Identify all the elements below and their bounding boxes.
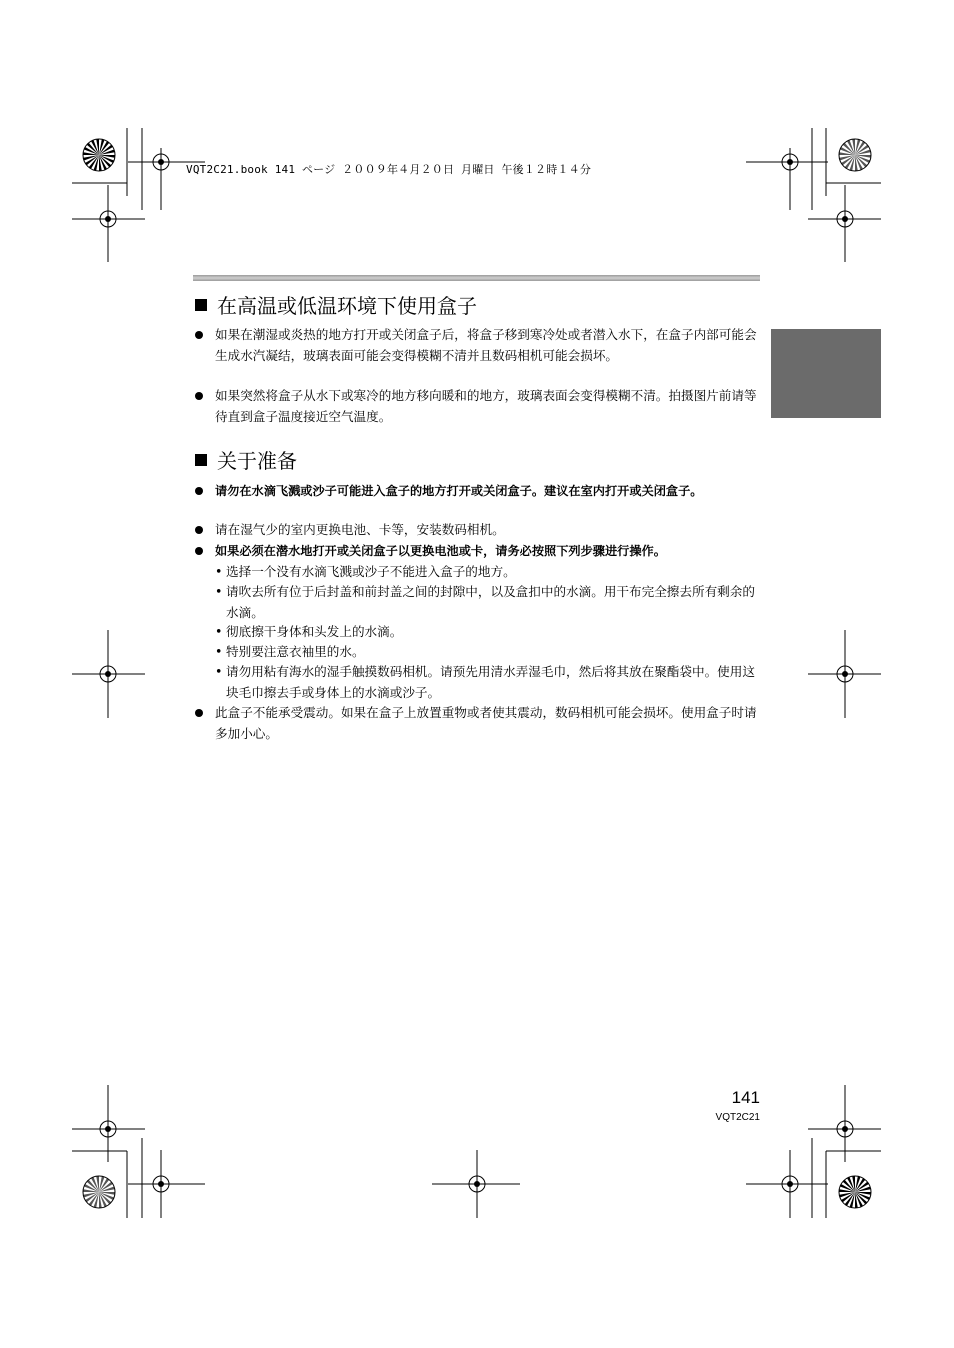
bullet-dot-icon xyxy=(195,547,203,555)
sub-list-item xyxy=(215,622,760,643)
bullet-dot-icon xyxy=(195,331,203,339)
bullet-dot-icon xyxy=(195,392,203,400)
list-item xyxy=(195,325,760,366)
list-item-text: 如果突然将盒子从水下或寒冷的地方移向暖和的地方，玻璃表面会变得模糊不清。拍摄图片前请等待直到盒子温度接近空气温度。 xyxy=(215,388,757,424)
sub-list-item-text: 请吹去所有位于后封盖和前封盖之间的封隙中，以及盒扣中的水滴。用干布完全擦去所有剩余的水滴。 xyxy=(226,584,755,620)
section-heading-temperature xyxy=(195,290,477,319)
sub-list-item xyxy=(215,662,760,703)
list-item-text: 如果在潮湿或炎热的地方打开或关闭盒子后，将盒子移到寒冷处或者潜入水下，在盒子内部可能会生成水汽凝结，玻璃表面可能会变得模糊不清并且数码相机可能会损坏。 xyxy=(215,327,757,363)
registration-rosette-icon xyxy=(839,1176,871,1208)
heading-text: 在高温或低温环境下使用盒子 xyxy=(217,294,477,318)
book-header-meta: VQT2C21.book 141 ページ ２００９年４月２０日 月曜日 午後１２時１４分 xyxy=(186,163,592,176)
sub-list-item xyxy=(215,562,760,583)
sub-list-item-text: 请勿用粘有海水的湿手触摸数码相机。请预先用清水弄湿毛巾，然后将其放在聚酯袋中。使用这块毛巾擦去手或身体上的水滴或沙子。 xyxy=(226,664,755,700)
bullet-dot-icon xyxy=(195,709,203,717)
sub-bullet-marker: • xyxy=(215,644,223,659)
section-rule xyxy=(193,275,760,281)
list-item xyxy=(195,703,760,744)
section-heading-preparation xyxy=(195,445,297,474)
list-item-text: 如果必须在潜水地打开或关闭盒子以更换电池或卡，请务必按照下列步骤进行操作。 xyxy=(215,544,666,558)
square-bullet-icon xyxy=(195,299,207,311)
list-item-text: 请勿在水滴飞溅或沙子可能进入盒子的地方打开或关闭盒子。建议在室内打开或关闭盒子。 xyxy=(215,484,703,498)
list-item xyxy=(195,386,760,427)
square-bullet-icon xyxy=(195,454,207,466)
page-number: 141 xyxy=(731,1088,760,1107)
list-item xyxy=(195,541,760,562)
registration-rosette-icon xyxy=(83,139,115,171)
list-item xyxy=(195,481,760,502)
list-item xyxy=(195,520,760,541)
sub-list-item-text: 彻底擦干身体和头发上的水滴。 xyxy=(226,624,403,639)
sub-list-item-text: 选择一个没有水滴飞溅或沙子不能进入盒子的地方。 xyxy=(226,564,516,579)
sub-list-item-text: 特别要注意衣袖里的水。 xyxy=(226,644,365,659)
sub-bullet-marker: • xyxy=(215,584,223,599)
document-code: VQT2C21 xyxy=(715,1112,760,1123)
heading-text: 关于准备 xyxy=(217,449,297,473)
sub-list-item xyxy=(215,642,760,663)
registration-rosette-icon xyxy=(83,1176,115,1208)
bullet-dot-icon xyxy=(195,526,203,534)
sub-bullet-marker: • xyxy=(215,564,223,579)
list-item-text: 此盒子不能承受震动。如果在盒子上放置重物或者使其震动，数码相机可能会损坏。使用盒子时请多加小心。 xyxy=(215,705,757,741)
sub-bullet-marker: • xyxy=(215,624,223,639)
sub-list-item xyxy=(215,582,760,623)
sub-bullet-marker: • xyxy=(215,664,223,679)
list-item-text: 请在湿气少的室内更换电池、卡等，安装数码相机。 xyxy=(215,522,505,537)
side-thumb-tab xyxy=(771,329,881,418)
registration-rosette-icon xyxy=(839,139,871,171)
bullet-dot-icon xyxy=(195,487,203,495)
